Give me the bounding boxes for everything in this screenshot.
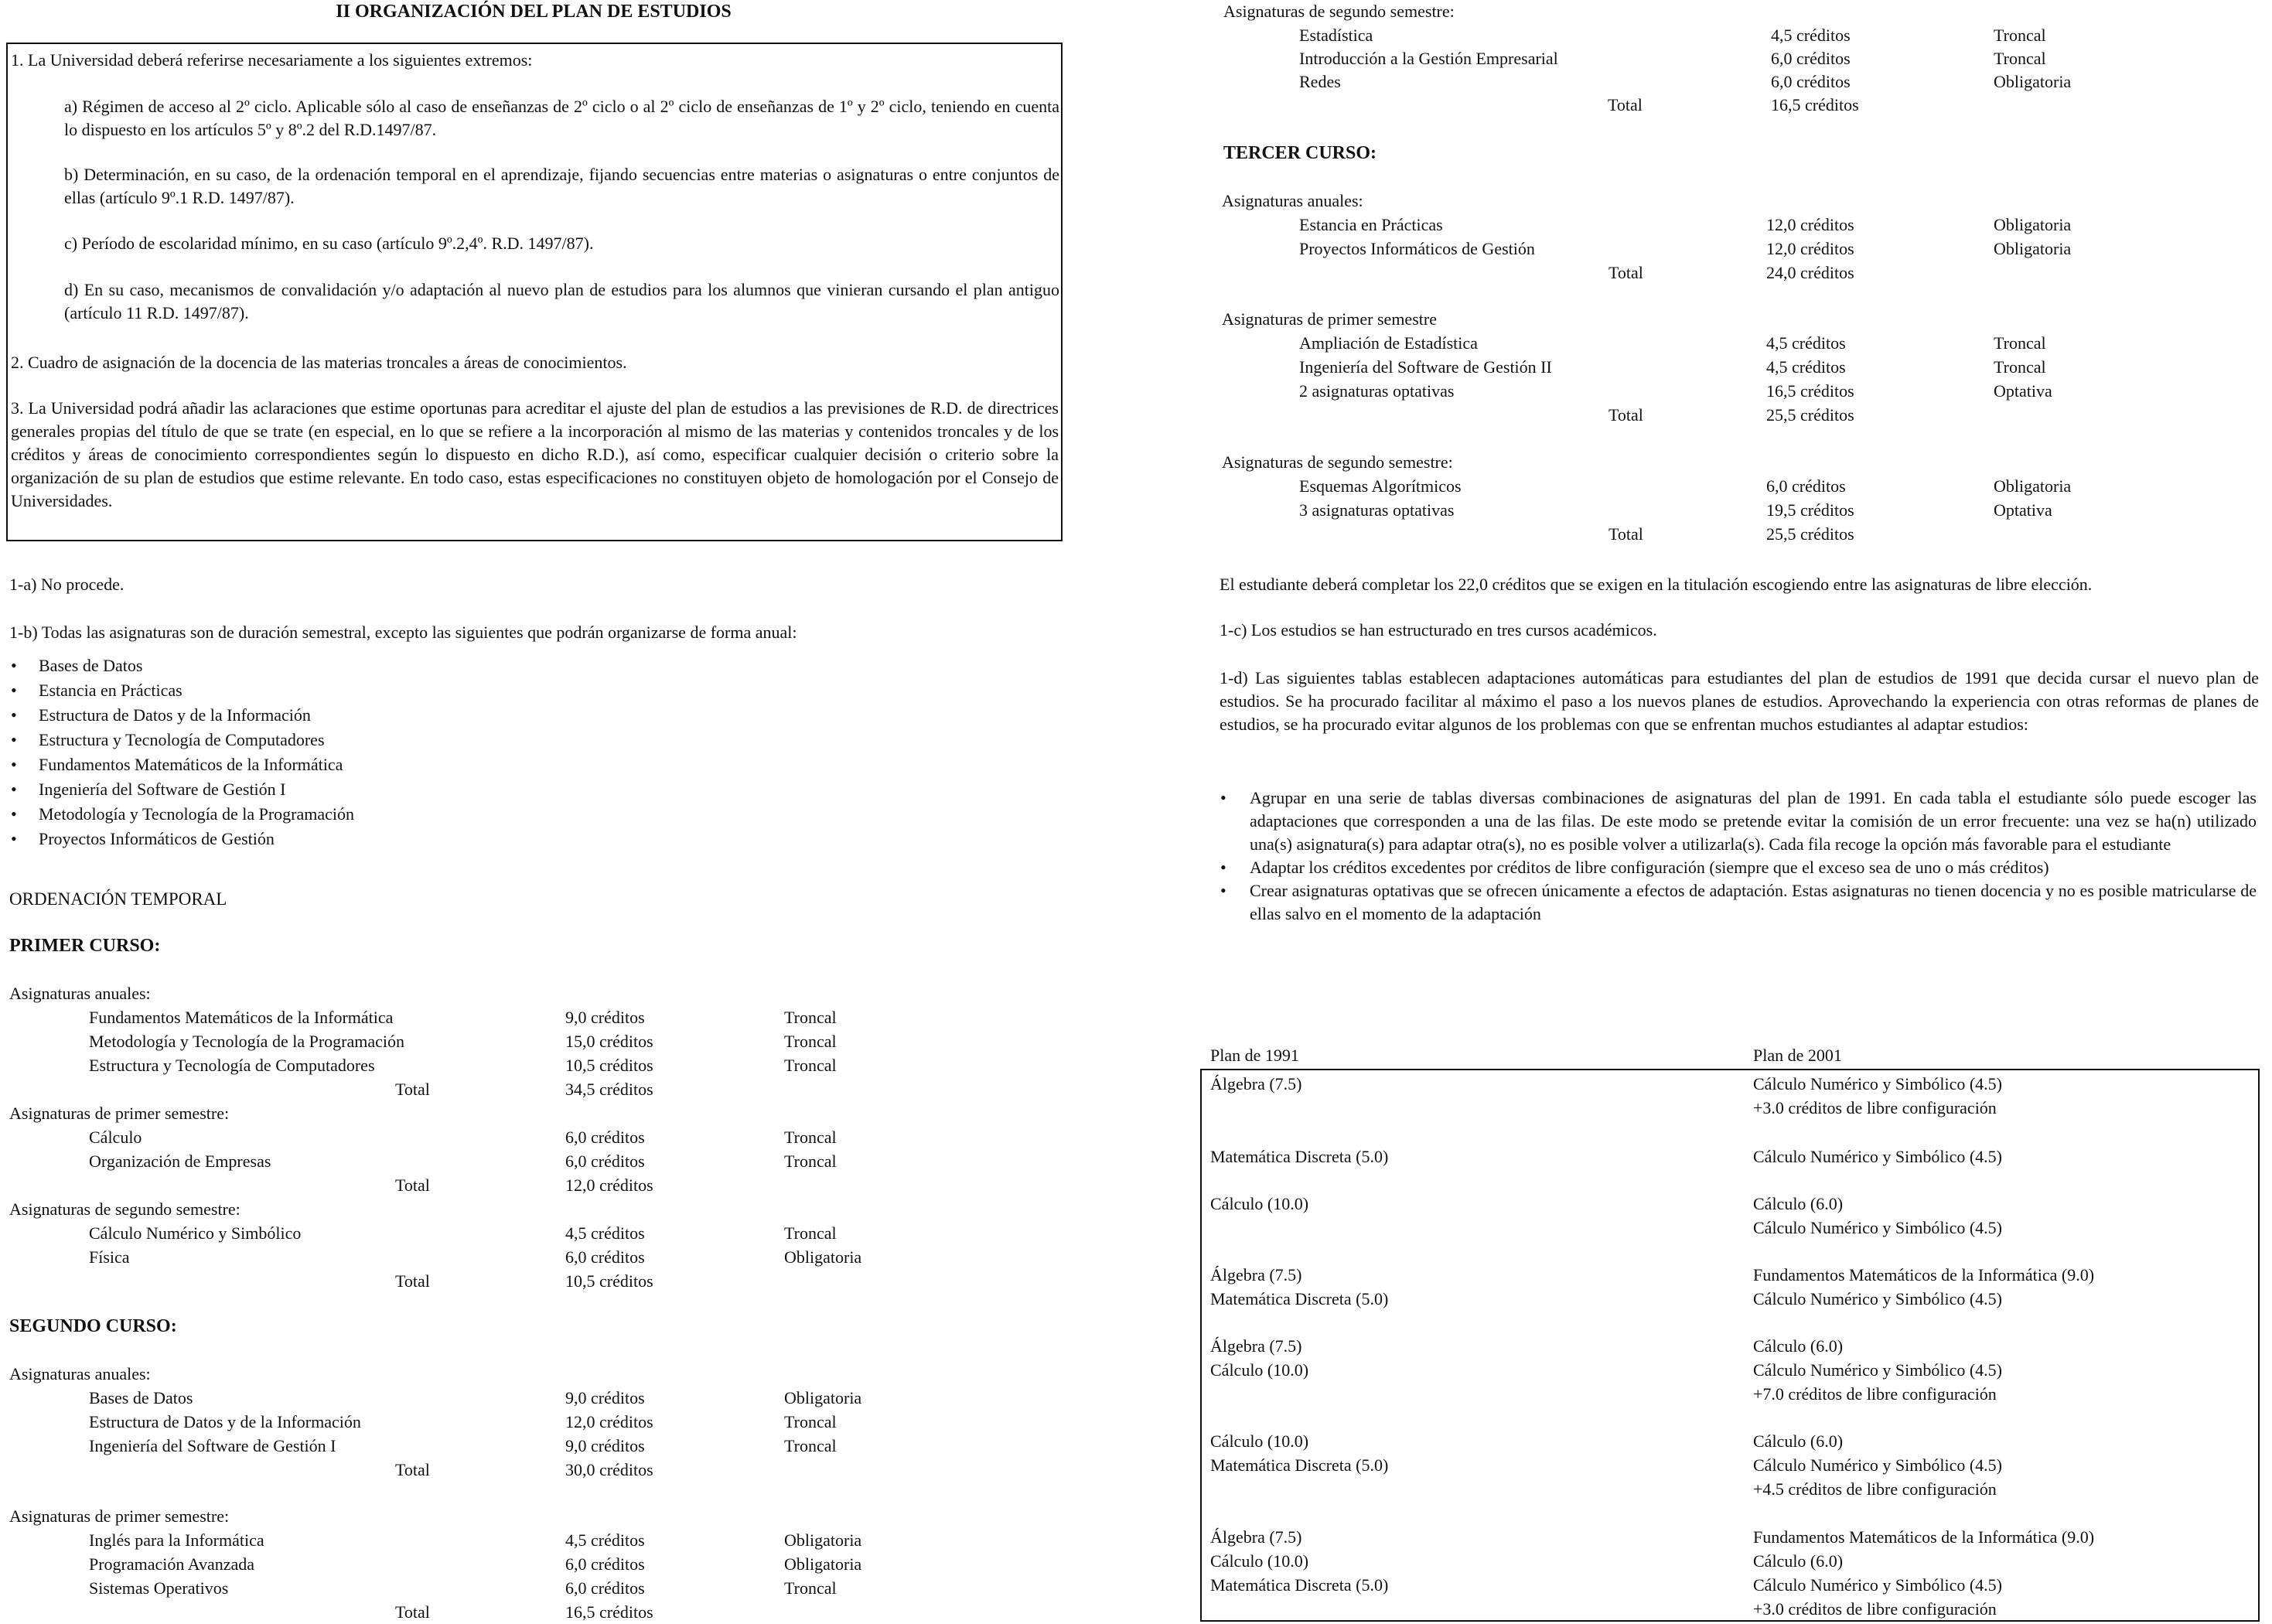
- semester-label: Asignaturas de primer semestre:: [9, 1104, 230, 1123]
- course-heading: TERCER CURSO:: [1223, 143, 1377, 163]
- old-plan-subject: Cálculo (10.0): [1210, 1431, 1309, 1451]
- subject-type: Optativa: [1994, 381, 2052, 401]
- list-item: • Bases de Datos: [11, 654, 354, 679]
- subject-credits: 10,5 créditos: [565, 1056, 653, 1075]
- total-label: Total: [395, 1602, 430, 1622]
- subject-type: Troncal: [784, 1412, 837, 1431]
- subject-credits: 6,0 créditos: [565, 1128, 645, 1147]
- answer-1a: 1-a) No procede.: [9, 575, 125, 594]
- new-plan-subject: Cálculo Numérico y Simbólico (4.5): [1753, 1289, 2002, 1308]
- total-credits: 16,5 créditos: [565, 1602, 653, 1622]
- subject-credits: 4,5 créditos: [565, 1530, 645, 1550]
- new-plan-subject: Cálculo (6.0): [1753, 1551, 1844, 1571]
- annual-subjects-list: [11, 654, 354, 852]
- subject-credits: 4,5 créditos: [565, 1223, 645, 1243]
- list-item: • Adaptar los créditos excedentes por créditos de libre configuración (siempre que el exceso sea de uno o más créditos): [1220, 856, 2257, 879]
- subject-credits: 12,0 créditos: [1766, 239, 1854, 258]
- subject-name: Ampliación de Estadística: [1299, 333, 1478, 353]
- subject-type: Troncal: [784, 1056, 837, 1075]
- subject-name: Fundamentos Matemáticos de la Informática: [89, 1008, 394, 1027]
- total-label: Total: [395, 1175, 430, 1195]
- subject-name: Estructura y Tecnología de Computadores: [89, 1056, 375, 1075]
- subject-type: Troncal: [1994, 26, 2046, 45]
- subject-name: 2 asignaturas optativas: [1299, 381, 1455, 401]
- req-item-2: 2. Cuadro de asignación de la docencia de las materias troncales a áreas de conocimientos.: [11, 353, 627, 372]
- subject-credits: 12,0 créditos: [565, 1412, 653, 1431]
- header-new-plan: Plan de 2001: [1753, 1046, 1842, 1065]
- req-item-a: a) Régimen de acceso al 2º ciclo. Aplicable sólo al caso de enseñanzas de 2º ciclo o al 2º ciclo de enseñanzas de 1º y 2º ciclo, teniendo en cuenta lo dispuesto en los artículos 5º y 8º.2 del R.D.1497/87.: [64, 97, 1059, 139]
- list-item: • Proyectos Informáticos de Gestión: [11, 827, 354, 852]
- subject-credits: 19,5 créditos: [1766, 500, 1854, 520]
- subject-type: Troncal: [784, 1436, 837, 1455]
- subject-type: Obligatoria: [1994, 72, 2072, 91]
- total-label: Total: [395, 1080, 430, 1099]
- semester-label: Asignaturas de segundo semestre:: [1222, 452, 1453, 472]
- subject-name: Ingeniería del Software de Gestión I: [89, 1436, 336, 1455]
- subject-name: Inglés para la Informática: [89, 1530, 264, 1550]
- new-plan-subject: Cálculo Numérico y Simbólico (4.5): [1753, 1455, 2002, 1475]
- header-old-plan: Plan de 1991: [1210, 1046, 1299, 1065]
- page-title: II ORGANIZACIÓN DEL PLAN DE ESTUDIOS: [336, 2, 732, 22]
- total-credits: 12,0 créditos: [565, 1175, 653, 1195]
- old-plan-subject: Cálculo (10.0): [1210, 1194, 1309, 1213]
- ordenacion-heading: ORDENACIÓN TEMPORAL: [9, 889, 227, 909]
- course-heading: SEGUNDO CURSO:: [9, 1316, 177, 1336]
- subject-name: Proyectos Informáticos de Gestión: [1299, 239, 1535, 258]
- adaptation-bullets: [1220, 786, 2257, 926]
- new-plan-subject: +3.0 créditos de libre configuración: [1753, 1098, 1997, 1117]
- total-credits: 24,0 créditos: [1766, 263, 1854, 282]
- total-credits: 16,5 créditos: [1771, 95, 1859, 114]
- req-item-1: 1. La Universidad deberá referirse necesariamente a los siguientes extremos:: [11, 50, 533, 70]
- subject-name: Sistemas Operativos: [89, 1578, 229, 1598]
- subject-credits: 6,0 créditos: [1766, 476, 1846, 496]
- list-item: • Crear asignaturas optativas que se ofrecen únicamente a efectos de adaptación. Estas asignaturas no tienen docencia y no es posible matricularse de ellas salvo en el momento de la adaptación: [1220, 879, 2257, 926]
- semester-label: Asignaturas de primer semestre:: [9, 1506, 230, 1526]
- old-plan-subject: Cálculo (10.0): [1210, 1360, 1309, 1380]
- subject-type: Obligatoria: [1994, 476, 2072, 496]
- new-plan-subject: Fundamentos Matemáticos de la Informática (9.0): [1753, 1265, 2095, 1285]
- semester-label: Asignaturas de primer semestre: [1222, 309, 1437, 329]
- subject-credits: 6,0 créditos: [565, 1578, 645, 1598]
- old-plan-subject: Álgebra (7.5): [1210, 1265, 1302, 1285]
- total-label: Total: [1608, 405, 1643, 425]
- subject-credits: 6,0 créditos: [565, 1554, 645, 1574]
- subject-name: Ingeniería del Software de Gestión II: [1299, 357, 1552, 377]
- list-item: • Estancia en Prácticas: [11, 679, 354, 704]
- subject-credits: 15,0 créditos: [565, 1032, 653, 1051]
- subject-name: Organización de Empresas: [89, 1151, 271, 1171]
- old-plan-subject: Matemática Discreta (5.0): [1210, 1575, 1389, 1595]
- total-credits: 25,5 créditos: [1766, 524, 1854, 544]
- subject-credits: 6,0 créditos: [565, 1151, 645, 1171]
- old-plan-subject: Álgebra (7.5): [1210, 1527, 1302, 1547]
- new-plan-subject: Cálculo (6.0): [1753, 1194, 1844, 1213]
- subject-credits: 4,5 créditos: [1766, 333, 1846, 353]
- list-item: • Ingeniería del Software de Gestión I: [11, 778, 354, 803]
- list-item: • Estructura y Tecnología de Computadores: [11, 728, 354, 753]
- new-plan-subject: +3.0 créditos de libre configuración: [1753, 1599, 1997, 1619]
- req-item-b: b) Determinación, en su caso, de la ordenación temporal en el aprendizaje, fijando secuencias entre materias o asignaturas o entre conjuntos de ellas (artículo 9º.1 R.D. 1497/87).: [64, 165, 1059, 207]
- total-credits: 25,5 créditos: [1766, 405, 1854, 425]
- subject-type: Troncal: [1994, 333, 2046, 353]
- total-credits: 10,5 créditos: [565, 1271, 653, 1291]
- semester-label: Asignaturas anuales:: [9, 1364, 151, 1383]
- subject-type: Troncal: [784, 1223, 837, 1243]
- total-credits: 34,5 créditos: [565, 1080, 653, 1099]
- new-plan-subject: Cálculo Numérico y Simbólico (4.5): [1753, 1147, 2002, 1166]
- subject-credits: 6,0 créditos: [1771, 49, 1851, 68]
- subject-name: Redes: [1299, 72, 1341, 91]
- subject-credits: 9,0 créditos: [565, 1388, 645, 1407]
- subject-credits: 4,5 créditos: [1766, 357, 1846, 377]
- subject-type: Troncal: [784, 1032, 837, 1051]
- list-item: • Fundamentos Matemáticos de la Informática: [11, 753, 354, 778]
- total-credits: 30,0 créditos: [565, 1460, 653, 1479]
- new-plan-subject: Cálculo Numérico y Simbólico (4.5): [1753, 1575, 2002, 1595]
- subject-name: Cálculo Numérico y Simbólico: [89, 1223, 302, 1243]
- subject-type: Troncal: [784, 1008, 837, 1027]
- semester-label: Asignaturas anuales:: [1222, 191, 1363, 210]
- subject-name: Introducción a la Gestión Empresarial: [1299, 49, 1558, 68]
- subject-name: Física: [89, 1247, 130, 1267]
- subject-credits: 12,0 créditos: [1766, 215, 1854, 234]
- answer-1b: 1-b) Todas las asignaturas son de duración semestral, excepto las siguientes que podrán organizarse de forma anual:: [9, 623, 797, 642]
- subject-name: Programación Avanzada: [89, 1554, 255, 1574]
- total-label: Total: [395, 1460, 430, 1479]
- total-label: Total: [1608, 524, 1643, 544]
- semester-label: Asignaturas de segundo semestre:: [1223, 2, 1455, 21]
- subject-type: Troncal: [1994, 49, 2046, 68]
- subject-name: Cálculo: [89, 1128, 142, 1147]
- subject-type: Troncal: [784, 1578, 837, 1598]
- new-plan-subject: Cálculo (6.0): [1753, 1336, 1844, 1356]
- subject-credits: 4,5 créditos: [1771, 26, 1851, 45]
- subject-type: Obligatoria: [784, 1247, 862, 1267]
- new-plan-subject: Cálculo Numérico y Simbólico (4.5): [1753, 1360, 2002, 1380]
- new-plan-subject: Cálculo Numérico y Simbólico (4.5): [1753, 1218, 2002, 1237]
- subject-type: Obligatoria: [784, 1554, 862, 1574]
- subject-type: Troncal: [1994, 357, 2046, 377]
- list-item: • Estructura de Datos y de la Información: [11, 704, 354, 728]
- requirements-box: [6, 43, 1063, 541]
- total-label: Total: [1608, 263, 1643, 282]
- subject-name: Estructura de Datos y de la Información: [89, 1412, 361, 1431]
- course-heading: PRIMER CURSO:: [9, 936, 161, 956]
- answer-1d: 1-d) Las siguientes tablas establecen adaptaciones automáticas para estudiantes del plan de estudios de 1991 que decida cursar el nuevo plan de estudios. Se ha procurado facilitar al máximo el paso a los nuevos planes de estudios. Aprovechando la experiencia con otras reformas de planes de estudios, se ha procurado evitar algunos de los problemas con que se enfrentan muchos estudiantes al adaptar estudios:: [1220, 668, 2259, 734]
- req-item-d: d) En su caso, mecanismos de convalidación y/o adaptación al nuevo plan de estudios para los alumnos que vinieran cursando el plan antiguo (artículo 11 R.D. 1497/87).: [64, 280, 1059, 322]
- list-item: • Agrupar en una serie de tablas diversas combinaciones de asignaturas del plan de 1991. En cada tabla el estudiante sólo puede escoger las adaptaciones que corresponden a una de las filas. De este modo se pretende evitar la comisión de un error frecuente: una vez se ha(n) utilizado una(s) asignatura(s) para adaptar otra(s), no es posible volver a utilizarla(s). Cada fila recoge la opción más favorable para el estudiante: [1220, 786, 2257, 856]
- subject-name: 3 asignaturas optativas: [1299, 500, 1455, 520]
- subject-name: Metodología y Tecnología de la Programación: [89, 1032, 404, 1051]
- subject-name: Estancia en Prácticas: [1299, 215, 1443, 234]
- old-plan-subject: Álgebra (7.5): [1210, 1336, 1302, 1356]
- old-plan-subject: Matemática Discreta (5.0): [1210, 1289, 1389, 1308]
- subject-credits: 6,0 créditos: [565, 1247, 645, 1267]
- subject-name: Bases de Datos: [89, 1388, 193, 1407]
- subject-type: Obligatoria: [1994, 239, 2072, 258]
- subject-type: Obligatoria: [784, 1388, 862, 1407]
- subject-type: Obligatoria: [784, 1530, 862, 1550]
- total-label: Total: [395, 1271, 430, 1291]
- subject-type: Obligatoria: [1994, 215, 2072, 234]
- total-label: Total: [1608, 95, 1643, 114]
- subject-type: Troncal: [784, 1151, 837, 1171]
- subject-type: Optativa: [1994, 500, 2052, 520]
- old-plan-subject: Cálculo (10.0): [1210, 1551, 1309, 1571]
- subject-credits: 16,5 créditos: [1766, 381, 1854, 401]
- old-plan-subject: Álgebra (7.5): [1210, 1074, 1302, 1093]
- new-plan-subject: +7.0 créditos de libre configuración: [1753, 1384, 1997, 1404]
- subject-name: Esquemas Algorítmicos: [1299, 476, 1462, 496]
- subject-credits: 9,0 créditos: [565, 1436, 645, 1455]
- req-item-c: c) Período de escolaridad mínimo, en su caso (artículo 9º.2,4º. R.D. 1497/87).: [64, 234, 594, 253]
- new-plan-subject: Cálculo Numérico y Simbólico (4.5): [1753, 1074, 2002, 1093]
- answer-1c: 1-c) Los estudios se han estructurado en tres cursos académicos.: [1220, 620, 1657, 640]
- old-plan-subject: Matemática Discreta (5.0): [1210, 1455, 1389, 1475]
- subject-type: Troncal: [784, 1128, 837, 1147]
- subject-name: Estadística: [1299, 26, 1373, 45]
- semester-label: Asignaturas anuales:: [9, 984, 151, 1003]
- new-plan-subject: Cálculo (6.0): [1753, 1431, 1844, 1451]
- subject-credits: 6,0 créditos: [1771, 72, 1851, 91]
- libre-eleccion-note: El estudiante deberá completar los 22,0 créditos que se exigen en la titulación escogiendo entre las asignaturas de libre elección.: [1220, 575, 2093, 594]
- req-item-3: 3. La Universidad podrá añadir las aclaraciones que estime oportunas para acreditar el ajuste del plan de estudios a las previsiones de R.D. de directrices generales propias del título de que se trate (en especial, en lo que se refiere a la incorporación al mismo de las materias y contenidos troncales y de los créditos y áreas de conocimiento correspondientes según lo dispuesto en dicho R.D.), así como, especificar cualquier decisión o criterio sobre la organización de su plan de estudios que estime relevante. En todo caso, estas especificaciones no constituyen objeto de homologación por el Consejo de Universidades.: [11, 398, 1059, 510]
- new-plan-subject: Fundamentos Matemáticos de la Informática (9.0): [1753, 1527, 2095, 1547]
- old-plan-subject: Matemática Discreta (5.0): [1210, 1147, 1389, 1166]
- subject-credits: 9,0 créditos: [565, 1008, 645, 1027]
- list-item: • Metodología y Tecnología de la Programación: [11, 803, 354, 827]
- semester-label: Asignaturas de segundo semestre:: [9, 1199, 241, 1219]
- new-plan-subject: +4.5 créditos de libre configuración: [1753, 1479, 1997, 1499]
